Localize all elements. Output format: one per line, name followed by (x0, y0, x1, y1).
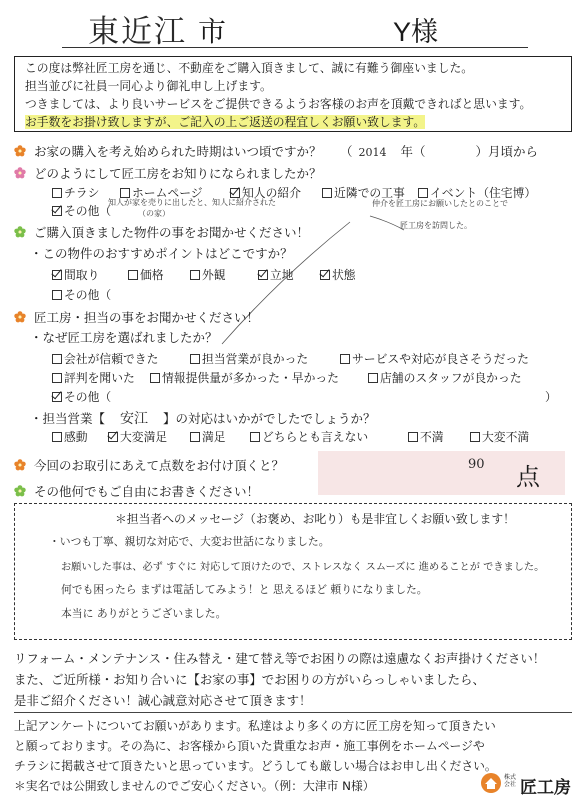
checkbox[interactable] (190, 354, 200, 364)
checkbox-checked[interactable] (320, 270, 330, 280)
q5-option-neutral[interactable]: どちらとも言えない (250, 428, 368, 445)
customer-area-name: 東近江 (88, 14, 187, 50)
message-line-1: ・いつも丁寧、親切な対応で、大変お世話になりました。 (49, 535, 330, 548)
q4-option-service[interactable]: サービスや対応が良さそうだった (340, 350, 529, 367)
q4-option-reputation[interactable]: 評判を聞いた (52, 369, 135, 386)
checkbox[interactable] (470, 432, 480, 442)
q2-handwritten-1: 知人が家を売りに出したと、知人に紹介された (108, 198, 276, 207)
q4-close-paren: ） (545, 390, 557, 404)
logo-corporation-label: 株式会社 (504, 774, 517, 788)
q5-option-satisfied[interactable]: 満足 (190, 428, 226, 445)
q2-option-homepage[interactable]: ホームページ (120, 184, 203, 201)
survey-line-4: ＊実名では公開致しませんのでご安心ください。（例：大津市 N様） (14, 779, 375, 793)
checkbox-checked[interactable] (108, 432, 118, 442)
message-line-3: 何でも困ったら まずは電話してみよう！と 思えるほど 頼りになりました。 (61, 583, 428, 596)
checkbox[interactable] (190, 432, 200, 442)
q5-option-very-satisfied[interactable]: 大変満足 (108, 428, 167, 445)
q2-option-flyer[interactable]: チラシ (52, 184, 99, 201)
q3-option-exterior[interactable]: 外観 (190, 266, 226, 283)
question-6 (14, 456, 284, 474)
checkbox[interactable] (190, 270, 200, 280)
checkbox[interactable] (52, 354, 62, 364)
survey-line-3: チラシに掲載させて頂きたいと思っています。どうしても厳しい場合はお申し出ください。 (14, 759, 497, 773)
checkbox[interactable] (340, 354, 350, 364)
logo-house-icon (480, 772, 502, 794)
footer-line-3: 是非ご紹介ください！誠心誠意対応させて頂きます！ (14, 693, 312, 708)
sales-rep-name[interactable]: 安江 (120, 411, 149, 427)
question-3-label: ご購入頂きました物件の事をお聞かせください！ (33, 225, 309, 240)
year-value[interactable]: 2014 (358, 146, 387, 159)
q3-option-condition[interactable]: 状態 (320, 266, 356, 283)
checkbox[interactable] (322, 188, 332, 198)
checkbox-checked[interactable] (52, 270, 62, 280)
q2-option-referral[interactable]: 知人の紹介 (230, 184, 301, 201)
q4-option-information[interactable]: 情報提供量が多かった・早かった (150, 369, 339, 386)
checkbox[interactable] (408, 432, 418, 442)
footer-line-2: また、ご近所様・お知り合いに【お家の事】でお困りの方がいらっしゃいましたら、 (14, 672, 485, 687)
question-2 (14, 164, 322, 182)
q2-handwritten-2: 仲介を匠工房にお願いしたとのことで (372, 199, 508, 208)
survey-line-1: 上記アンケートについてお願いがあります。私達はより多くの方に匠工房を知って頂きたい (14, 719, 496, 733)
question-3 (14, 223, 309, 241)
year-open-paren: （ (340, 144, 353, 159)
q2-option-event[interactable]: イベント（住宅博） (418, 184, 536, 201)
footer-line-1: リフォーム・メンテナンス・住み替え・建て替え等でお困りの際は遠慮なくお声掛けください！ (14, 651, 546, 666)
score-box[interactable] (318, 451, 565, 495)
question-1 (14, 142, 322, 160)
flower-green-icon (14, 485, 26, 497)
logo-company-name: 匠工房 (520, 778, 571, 798)
question-2-label: どのようにして匠工房をお知りになられましたか？ (33, 166, 322, 181)
checkbox[interactable] (418, 188, 428, 198)
flower-green-icon (14, 226, 26, 238)
company-logo (480, 772, 580, 798)
q5-option-very-dissatisfied[interactable]: 大変不満 (470, 428, 529, 445)
q5-suffix: 】の対応はいかがでしたでしょうか？ (163, 411, 376, 426)
q3-option-layout[interactable]: 間取り (52, 266, 99, 283)
year-unit: 年（ (400, 144, 426, 159)
question-7-label: その他何でもご自由にお書きください！ (33, 484, 259, 499)
q5-option-moved[interactable]: 感動 (52, 428, 88, 445)
flower-pink-icon (14, 167, 26, 179)
score-value[interactable]: 90 (468, 457, 485, 472)
checkbox[interactable] (250, 432, 260, 442)
q3-option-other[interactable]: その他（ (52, 286, 111, 303)
header-underline (62, 47, 528, 48)
customer-name: Y様 (393, 17, 439, 47)
q2-option-other[interactable]: その他（ (52, 202, 111, 219)
flower-orange-icon (14, 145, 26, 157)
q4-option-sales-rep[interactable]: 担当営業が良かった (190, 350, 308, 367)
checkbox[interactable] (52, 432, 62, 442)
checkbox-checked[interactable] (52, 206, 62, 216)
header (0, 6, 586, 52)
intro-box (14, 56, 572, 132)
intro-line-4-highlight: お手数をお掛け致しますが、ご記入の上ご返送の程宜しくお願い致します。 (25, 115, 426, 129)
intro-line-3: つきましては、より良いサービスをご提供できるようお客様のお声を頂戴できればと思います。 (25, 97, 532, 111)
checkbox-checked[interactable] (52, 392, 62, 402)
q3-option-location[interactable]: 立地 (258, 266, 294, 283)
q5-option-dissatisfied[interactable]: 不満 (408, 428, 444, 445)
question-5 (30, 408, 376, 428)
flower-orange-icon (14, 311, 26, 323)
checkbox[interactable] (150, 373, 160, 383)
q5-prefix: ・担当営業【 (30, 411, 106, 426)
survey-line-2: と願っております。その為に、お客様から頂いた貴重なお声・施工事例をホームページや (14, 739, 485, 753)
q2-option-nearby-work[interactable]: 近隣での工事 (322, 184, 405, 201)
score-unit: 点 (516, 463, 540, 491)
question-3-sub: ・この物件のおすすめポイントはどこですか？ (30, 246, 293, 261)
question-1-label: お家の購入を考え始められた時期はいつ頃ですか？ (33, 144, 322, 159)
message-box-title: ＊担当者へのメッセージ（お褒め、お叱り）も是非宜しくお願い致します！ (115, 512, 515, 526)
checkbox[interactable] (368, 373, 378, 383)
q2-handwritten-3: 匠工房を訪問した。 (400, 221, 472, 230)
question-7 (14, 482, 259, 500)
question-4-label: 匠工房・担当の事をお聞かせください！ (33, 310, 259, 325)
q3-option-price[interactable]: 価格 (128, 266, 164, 283)
checkbox[interactable] (52, 373, 62, 383)
q2-handwritten-1b: （の家） (138, 209, 170, 218)
question-4 (14, 308, 259, 326)
q4-option-trust[interactable]: 会社が信頼できた (52, 350, 158, 367)
customer-city-label: 市 (198, 16, 227, 47)
checkbox[interactable] (52, 290, 62, 300)
checkbox-checked[interactable] (258, 270, 268, 280)
intro-line-1: この度は弊社匠工房を通じ、不動産をご購入頂きまして、誠に有難う御座いました。 (25, 61, 474, 75)
checkbox[interactable] (128, 270, 138, 280)
checkbox[interactable] (52, 188, 62, 198)
question-6-label: 今回のお取引にあえて点数をお付け頂くと？ (33, 458, 284, 473)
message-box[interactable] (14, 503, 572, 640)
question-4-sub: ・なぜ匠工房を選ばれましたか？ (30, 330, 218, 345)
year-field (340, 142, 538, 160)
flower-orange-icon (14, 459, 26, 471)
month-suffix: ）月頃から (475, 144, 539, 159)
q4-option-store-staff[interactable]: 店舗のスタッフが良かった (368, 369, 522, 386)
message-line-4: 本当に ありがとうございました。 (61, 607, 227, 620)
footer-message (14, 648, 545, 711)
q4-option-other[interactable]: その他（ (52, 388, 111, 405)
message-line-2: お願いした事は、必ず すぐに 対応して頂けたので、ストレスなく スムーズに 進めることが できました。 (61, 562, 545, 573)
intro-line-2: 担当並びに社員一同心より御礼申し上げます。 (25, 79, 272, 93)
